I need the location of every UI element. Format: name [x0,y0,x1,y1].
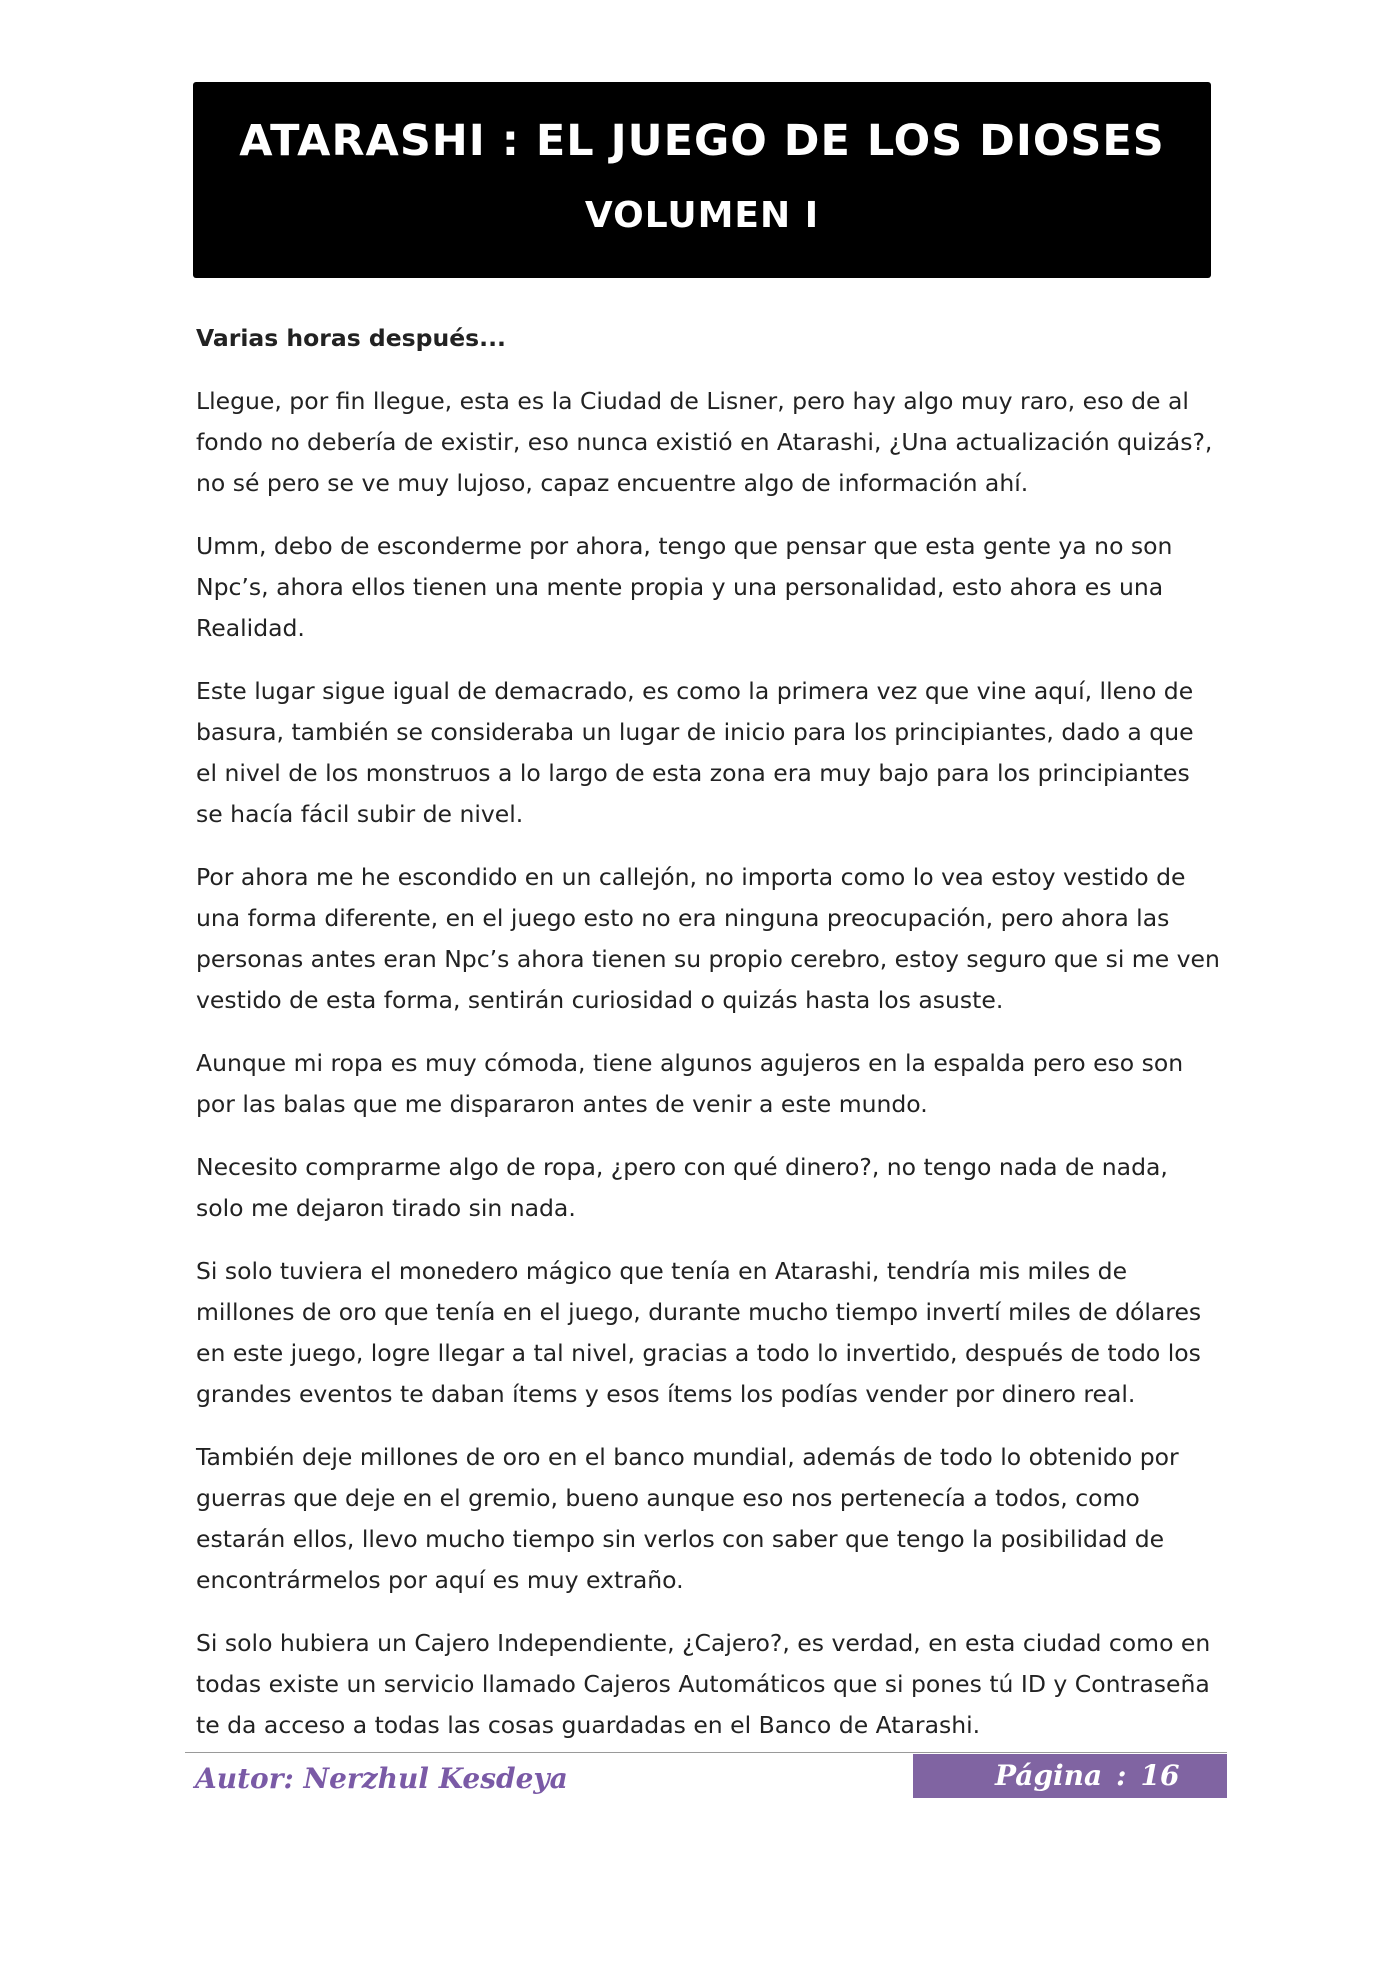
book-title: ATARASHI : EL JUEGO DE LOS DIOSES [239,116,1165,166]
footer-divider [185,1752,1227,1753]
body-paragraph: También deje millones de oro en el banco mundial, además de todo lo obtenido por guerras que deje en el gremio, bueno aunque eso nos pertenecía a todos, como estarán ellos, llevo mucho tiempo sin verlos con saber que tengo la posibilidad de encontrármelos por aquí es muy extraño. [196,1443,1179,1594]
body-paragraph: Aunque mi ropa es muy cómoda, tiene algunos agujeros en la espalda pero eso son por las balas que me dispararon antes de venir a este mundo. [196,1049,1184,1118]
page-number: 16 [1140,1759,1180,1792]
page-body [196,318,1220,1768]
chapter-header [193,82,1211,278]
footer-author: Autor: Nerzhul Kesdeya [195,1762,568,1795]
body-paragraph: Por ahora me he escondido en un callejón, no importa como lo vea estoy vestido de una forma diferente, en el juego esto no era ninguna preocupación, pero ahora las personas antes eran Npc’s ahora tienen su propio cerebro, estoy seguro que si me ven vestido de esta forma, sentirán curiosidad o quizás hasta los asuste. [196,863,1220,1014]
body-paragraph: Si solo tuviera el monedero mágico que tenía en Atarashi, tendría mis miles de millones de oro que tenía en el juego, durante mucho tiempo invertí miles de dólares en este juego, logre llegar a tal nivel, gracias a todo lo invertido, después de todo los grandes eventos te daban ítems y esos ítems los podías vender por dinero real. [196,1257,1202,1408]
body-paragraph: Si solo hubiera un Cajero Independiente, ¿Cajero?, es verdad, en esta ciudad como en todas existe un servicio llamado Cajeros Automáticos que si pones tú ID y Contraseña te da acceso a todas las cosas guardadas en el Banco de Atarashi. [196,1629,1211,1739]
body-paragraph: Umm, debo de esconderme por ahora, tengo que pensar que esta gente ya no son Npc’s, ahora ellos tienen una mente propia y una personalidad, esto ahora es una Realidad. [196,532,1173,642]
volume-title: VOLUMEN I [584,195,820,236]
body-paragraph: Necesito comprarme algo de ropa, ¿pero con qué dinero?, no tengo nada de nada, solo me dejaron tirado sin nada. [196,1153,1168,1222]
body-paragraph: Este lugar sigue igual de demacrado, es como la primera vez que vine aquí, lleno de basura, también se consideraba un lugar de inicio para los principiantes, dado a que el nivel de los monstruos a lo largo de esta zona era muy bajo para los principiantes se hacía fácil subir de nivel. [196,677,1194,828]
page-label: Página [995,1759,1103,1792]
footer-page-box [913,1754,1227,1798]
scene-break-lead: Varias horas después... [196,324,506,352]
page-separator: : [1116,1759,1127,1792]
body-paragraph: Llegue, por fin llegue, esta es la Ciudad de Lisner, pero hay algo muy raro, eso de al fondo no debería de existir, eso nunca existió en Atarashi, ¿Una actualización quizás?, no sé pero se ve muy lujoso, capaz encuentre algo de información ahí. [196,387,1213,497]
